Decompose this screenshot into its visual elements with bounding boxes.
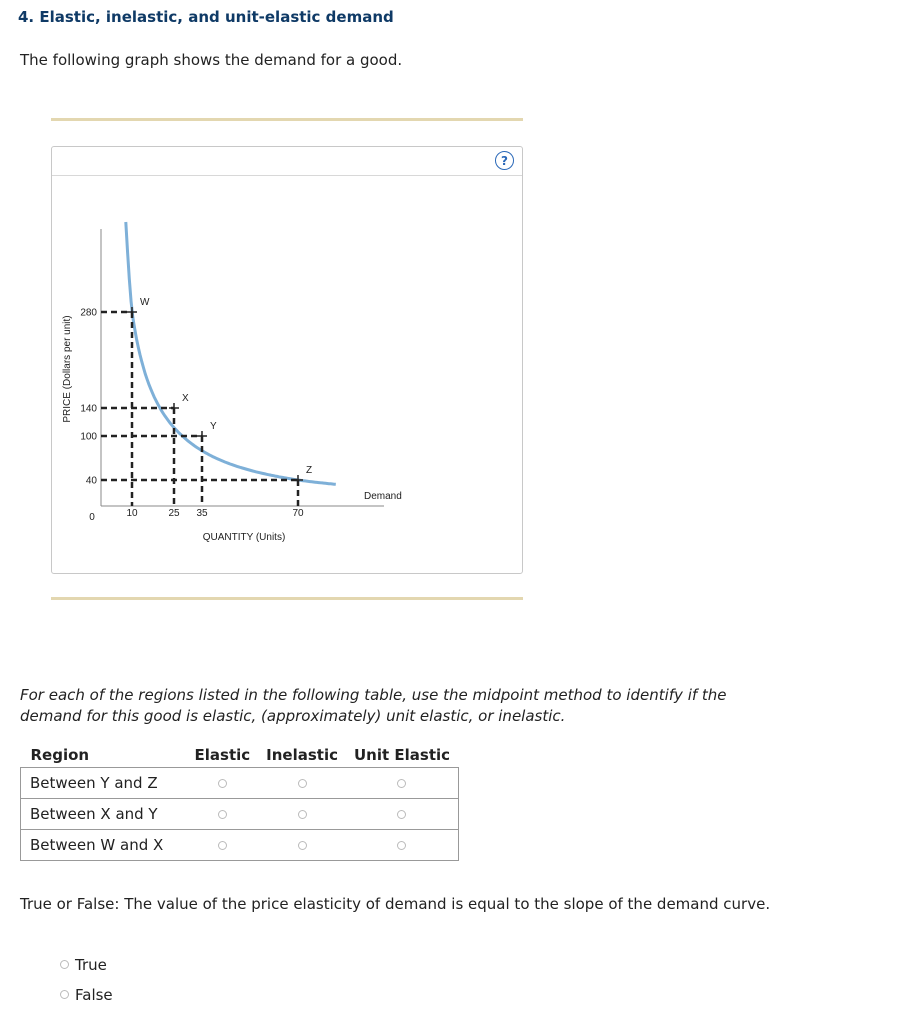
page-title: 4. Elastic, inelastic, and unit-elastic demand xyxy=(18,8,394,26)
header-region: Region xyxy=(30,745,90,764)
demand-label: Demand xyxy=(364,491,402,502)
radio-x-y-unit-elastic[interactable] xyxy=(397,810,406,819)
point-label-x: X xyxy=(182,393,189,404)
header-elastic: Elastic xyxy=(194,745,251,764)
y-tick-label-40: 40 xyxy=(85,475,97,487)
x-tick-label-35: 35 xyxy=(196,508,208,519)
option-false[interactable] xyxy=(60,986,113,1004)
radio-y-z-unit-elastic[interactable] xyxy=(397,779,406,788)
point-label-z: Z xyxy=(306,465,313,476)
radio-true[interactable] xyxy=(60,960,69,969)
table-row xyxy=(21,830,459,861)
radio-y-z-inelastic[interactable] xyxy=(298,779,307,788)
y-tick-label-100: 100 xyxy=(80,431,97,443)
header-unit-elastic: Unit Elastic xyxy=(354,745,451,764)
demand-chart xyxy=(52,147,522,573)
radio-false[interactable] xyxy=(60,990,69,999)
y-axis-title: PRICE (Dollars per unit) xyxy=(62,315,73,423)
radio-x-y-inelastic[interactable] xyxy=(298,810,307,819)
origin-label: 0 xyxy=(89,512,95,523)
option-false-label: False xyxy=(75,986,113,1004)
radio-x-y-elastic[interactable] xyxy=(218,810,227,819)
y-tick-label-140: 140 xyxy=(80,403,97,415)
row-label-y-z: Between Y and Z xyxy=(21,768,187,799)
radio-w-x-unit-elastic[interactable] xyxy=(397,841,406,850)
instructions-text: For each of the regions listed in the following table, use the midpoint method to identify if the demand for this good is elastic, (approximately) unit elastic, or inelastic. xyxy=(20,686,727,725)
radio-w-x-inelastic[interactable] xyxy=(298,841,307,850)
top-divider xyxy=(51,118,523,121)
row-label-w-x: Between W and X xyxy=(21,830,187,861)
table-row xyxy=(21,768,459,799)
true-false-question: True or False: The value of the price elasticity of demand is equal to the slope of the demand curve. xyxy=(20,895,771,913)
graph-panel xyxy=(51,146,523,574)
elasticity-table xyxy=(20,742,459,861)
demand-curve xyxy=(126,222,336,484)
intro-text: The following graph shows the demand for a good. xyxy=(20,51,403,69)
help-icon[interactable]: ? xyxy=(495,151,514,170)
x-axis-title: QUANTITY (Units) xyxy=(202,532,286,543)
row-label-x-y: Between X and Y xyxy=(21,799,187,830)
radio-w-x-elastic[interactable] xyxy=(218,841,227,850)
point-label-y: Y xyxy=(210,421,217,432)
option-true[interactable] xyxy=(60,956,107,974)
y-tick-label-280: 280 xyxy=(80,307,97,319)
x-tick-label-70: 70 xyxy=(292,508,304,519)
bottom-divider xyxy=(51,597,523,600)
radio-y-z-elastic[interactable] xyxy=(218,779,227,788)
point-label-w: W xyxy=(140,297,150,308)
header-inelastic: Inelastic xyxy=(266,745,338,764)
x-tick-label-10: 10 xyxy=(126,508,138,519)
option-true-label: True xyxy=(75,956,107,974)
table-row xyxy=(21,799,459,830)
x-tick-label-25: 25 xyxy=(168,508,180,519)
